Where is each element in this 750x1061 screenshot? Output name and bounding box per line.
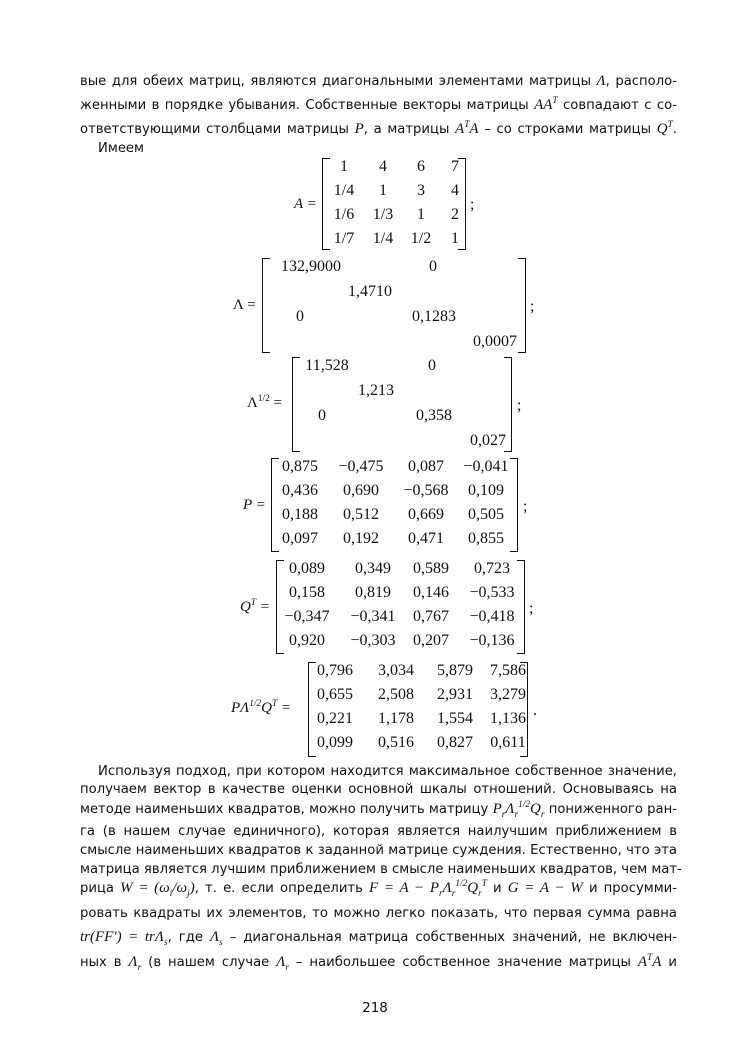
- matrix-cell: 0,087: [408, 458, 444, 475]
- matrix-cell: 0,827: [437, 734, 473, 751]
- matrix-cell: 5,879: [437, 662, 473, 679]
- text-line-b8: ровать квадраты их элементов, то можно легко показать, что первая сумма равна: [80, 906, 677, 921]
- text-line-3: ответствующими столбцами матрицы P, а матрицы $A^TA$ – со строками матрицы $Q^T$.: [80, 120, 677, 137]
- matrix-cell: 1,136: [490, 710, 526, 727]
- matrix-cell: 0,690: [343, 482, 379, 499]
- text-line-b2: получаем вектор в качестве оценки основной шкалы отношений. Основываясь на: [80, 782, 677, 797]
- bracket-right: [517, 560, 525, 654]
- matrix-cell: 0,097: [282, 530, 318, 547]
- matrix-cell: −0,568: [403, 482, 449, 499]
- matrix-cell: −0,136: [469, 632, 515, 649]
- matrix-cell: 0,109: [468, 482, 504, 499]
- text-line-b4: га (в нашем случае единичного), которая является наилучшим приближением в: [80, 824, 677, 839]
- semicolon: ;: [530, 298, 535, 315]
- formula-ata: $A^TA$: [637, 953, 662, 970]
- bracket-right: [510, 458, 518, 552]
- matrix-cell: 4: [379, 158, 387, 175]
- period: .: [533, 702, 537, 719]
- formula-prlrqr: $P_r\Lambda_r^{1/2}Q_r$: [492, 800, 545, 820]
- matrix-cell: −0,341: [350, 608, 396, 625]
- matrix-cell: 0,1283: [412, 308, 456, 325]
- matrix-cell: 0,0007: [473, 333, 517, 350]
- matrix-cell: 1/3: [372, 206, 394, 223]
- text-line-b5: смысле наименьших квадратов к заданной матрице суждения. Естественно, что эта: [80, 843, 677, 858]
- p-symbol: P: [354, 121, 364, 137]
- matrix-cell: 3,034: [378, 662, 414, 679]
- text-line-2: женными в порядке убывания. Собственные векторы матрицы $AA^T$ совпадают с со-: [80, 96, 677, 113]
- bracket-right: [518, 258, 526, 353]
- matrix-cell: −0,347: [284, 608, 330, 625]
- matrix-cell: 1,213: [358, 382, 394, 399]
- matrix-cell: 1,554: [437, 710, 473, 727]
- matrix-cell: 1: [340, 158, 348, 175]
- matrix-cell: 0,723: [474, 560, 510, 577]
- matrix-cell: 0,920: [289, 632, 325, 649]
- bracket-right: [458, 158, 466, 250]
- bracket-right: [520, 662, 528, 757]
- matrix-cell: 3,279: [490, 686, 526, 703]
- matrix-cell: 0,505: [468, 506, 504, 523]
- matrix-cell: 0,027: [470, 432, 506, 449]
- matrix-cell: 0,669: [408, 506, 444, 523]
- lhs-a: A =: [294, 196, 317, 212]
- matrix-cell: 0,221: [317, 710, 353, 727]
- formula-lr: $\Lambda_r$: [128, 954, 142, 973]
- matrix-cell: 0,207: [413, 632, 449, 649]
- matrix-cell: 0,589: [413, 560, 449, 577]
- matrix-cell: 6: [417, 158, 425, 175]
- matrix-cell: 0,855: [468, 530, 504, 547]
- text-line-b9: tr(FF′) = trΛ$_s$, где $\Lambda_s$ – диагональная матрица собственных значений, не включен-: [80, 929, 678, 948]
- matrix-cell: 0,875: [282, 458, 318, 475]
- bracket-right: [504, 357, 512, 452]
- matrix-cell: 132,9000: [281, 258, 341, 275]
- matrix-cell: 0,796: [317, 662, 353, 679]
- text-line-b6: матрица является лучшим приближением в смысле наименьших квадратов, чем мат-: [80, 862, 682, 877]
- matrix-cell: 0: [429, 258, 437, 275]
- formula-w: $W = (\omega_i/\omega_j)$: [120, 880, 195, 899]
- lhs-lambda: Λ =: [233, 297, 256, 313]
- matrix-cell: 0: [296, 308, 304, 325]
- matrix-cell: 0,192: [343, 530, 379, 547]
- lhs-qt: $Q^T$ =: [240, 598, 270, 615]
- matrix-cell: 0,516: [378, 734, 414, 751]
- matrix-cell: 1/4: [333, 182, 355, 199]
- page-number: 218: [362, 1000, 388, 1016]
- formula-lr-2: $\Lambda_r$: [276, 954, 289, 973]
- matrix-cell: 7: [451, 158, 459, 175]
- matrix-cell: −0,475: [338, 458, 384, 475]
- matrix-cell: 1/4: [372, 230, 394, 247]
- matrix-cell: 1,4710: [348, 283, 392, 300]
- matrix-cell: 7,586: [490, 662, 526, 679]
- semicolon: ;: [523, 498, 528, 515]
- matrix-cell: 2,931: [437, 686, 473, 703]
- matrix-cell: 2: [451, 206, 459, 223]
- formula-tr: tr(FF′) = trΛ$_s$: [80, 929, 168, 948]
- matrix-cell: 0: [318, 407, 326, 424]
- matrix-cell: 0,611: [490, 734, 526, 751]
- matrix-cell: 3: [417, 182, 425, 199]
- lambda-symbol: Λ: [596, 73, 606, 89]
- text-line-b7: рица $W = (\omega_i/\omega_j)$, т. е. если определить $F = A - P_r\Lambda_r^{1/2}Q_r^T$ и G = A − W и просумми-: [80, 879, 677, 899]
- text-line-b10: ных в $\Lambda_r$ (в нашем случае $\Lambda_r$ – наибольшее собственное значение матрицы $A^TA$ и: [80, 953, 677, 973]
- matrix-cell: 0,471: [408, 530, 444, 547]
- matrix-cell: 1/2: [410, 230, 432, 247]
- aat-symbol: $AA^T$: [534, 96, 558, 113]
- formula-g: G = A − W: [507, 880, 583, 896]
- matrix-cell: 0,349: [355, 560, 391, 577]
- ata-symbol: $A^TA$: [455, 120, 479, 137]
- matrix-cell: 0,158: [289, 584, 325, 601]
- matrix-cell: 0,358: [416, 407, 452, 424]
- matrix-cell: 1/6: [333, 206, 355, 223]
- matrix-cell: 11,528: [305, 357, 349, 374]
- matrix-cell: 0,655: [317, 686, 353, 703]
- text-line-4: Имеем: [98, 141, 144, 156]
- text-line-1: вые для обеих матриц, являются диагональными элементами матрицы Λ, располо-: [80, 73, 677, 89]
- semicolon: ;: [529, 600, 534, 617]
- matrix-cell: 0,188: [282, 506, 318, 523]
- matrix-cell: 0,512: [343, 506, 379, 523]
- semicolon: ;: [470, 196, 475, 213]
- lhs-p: P =: [243, 497, 266, 513]
- matrix-cell: 0,089: [289, 560, 325, 577]
- matrix-cell: 1,178: [378, 710, 414, 727]
- semicolon: ;: [517, 397, 522, 414]
- matrix-cell: 1: [379, 182, 387, 199]
- matrix-cell: 1: [417, 206, 425, 223]
- matrix-cell: −0,533: [469, 584, 515, 601]
- formula-ls: $\Lambda_s$: [209, 929, 223, 948]
- matrix-cell: 0,436: [282, 482, 318, 499]
- matrix-cell: 1/7: [333, 230, 355, 247]
- formula-f: $F = A - P_r\Lambda_r^{1/2}Q_r^T$: [369, 879, 487, 899]
- matrix-cell: 2,508: [378, 686, 414, 703]
- matrix-cell: −0,041: [463, 458, 509, 475]
- matrix-cell: 1: [451, 230, 459, 247]
- lhs-lambda-half: $\Lambda^{1/2}$ =: [247, 394, 282, 411]
- matrix-cell: −0,418: [469, 608, 515, 625]
- matrix-cell: 0,146: [413, 584, 449, 601]
- text-line-b3: методе наименьших квадратов, можно получить матрицу $P_r\Lambda_r^{1/2}Q_r$ пониженного ран-: [80, 800, 677, 820]
- matrix-cell: −0,303: [350, 632, 396, 649]
- bracket-left: [262, 258, 270, 353]
- matrix-cell: 0,099: [317, 734, 353, 751]
- qt-symbol: $Q^T$: [656, 120, 673, 137]
- text-line-b1: Используя подход, при котором находится максимальное собственное значение,: [98, 764, 677, 779]
- matrix-cell: 0: [428, 357, 436, 374]
- matrix-cell: 4: [451, 182, 459, 199]
- matrix-cell: 0,819: [355, 584, 391, 601]
- matrix-cell: 0,767: [413, 608, 449, 625]
- lhs-plq: $P\Lambda^{1/2}Q^T$ =: [231, 699, 292, 716]
